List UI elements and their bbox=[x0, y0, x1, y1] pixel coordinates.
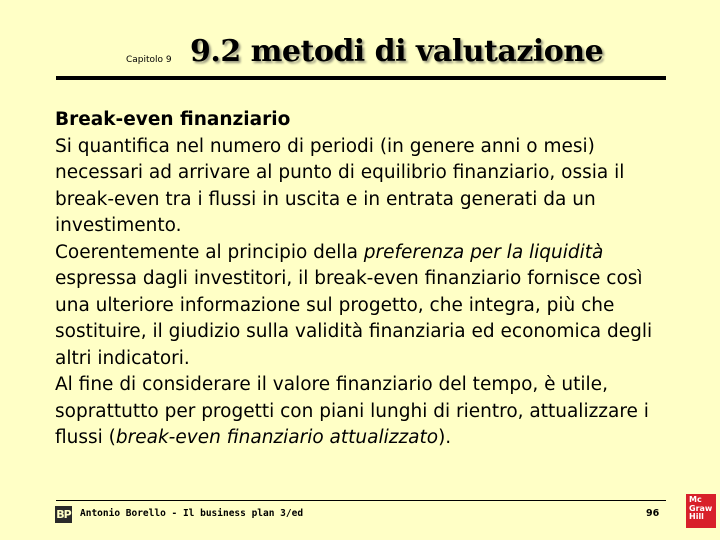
publisher-logo-line2: Graw bbox=[689, 503, 713, 513]
liquidity-emphasis: preferenza per la liquidità bbox=[363, 241, 604, 263]
paragraph-liquidity-end: espressa dagli investitori, il break-even finanziario fornisce così una ulteriore informazione sul progetto, che integra, più che sostituire, il giudizio sulla validità finanziaria ed economica degli altri indicatori. bbox=[55, 268, 653, 369]
publisher-logo-line1: Mc bbox=[689, 495, 702, 504]
slide-title: 9.2 metodi di valutazione bbox=[190, 34, 604, 69]
slide-body bbox=[55, 107, 655, 452]
title-divider bbox=[56, 76, 666, 80]
discounted-emphasis: break-even finanziario attualizzato bbox=[115, 427, 439, 448]
paragraph-discounted bbox=[55, 372, 655, 452]
publisher-logo bbox=[686, 494, 716, 528]
footer-divider bbox=[56, 500, 666, 501]
paragraph-discounted-end: ). bbox=[438, 427, 452, 448]
paragraph-discounted-start: Al fine di considerare il valore finanziario del tempo, è utile, soprattutto per progetti con piani lunghi di rientro, attualizzare i flussi ( bbox=[55, 374, 649, 448]
paragraph-definition: Si quantifica nel numero di periodi (in genere anni o mesi) necessari ad arrivare al punto di equilibrio finanziario, ossia il break-even tra i flussi in uscita e in entrata generati da un investimento. bbox=[55, 135, 625, 236]
footer-credit: Antonio Borello - Il business plan 3/ed bbox=[80, 508, 304, 519]
section-heading: Break-even finanziario bbox=[55, 109, 291, 130]
bp-logo: BP bbox=[56, 508, 71, 521]
page-number: 96 bbox=[646, 508, 660, 519]
publisher-logo-line3: Hill bbox=[689, 512, 704, 521]
paragraph-liquidity-start: Coerentemente al principio della bbox=[55, 241, 364, 263]
paragraph-liquidity bbox=[55, 240, 655, 373]
chapter-label: Capitolo 9 bbox=[126, 55, 172, 65]
